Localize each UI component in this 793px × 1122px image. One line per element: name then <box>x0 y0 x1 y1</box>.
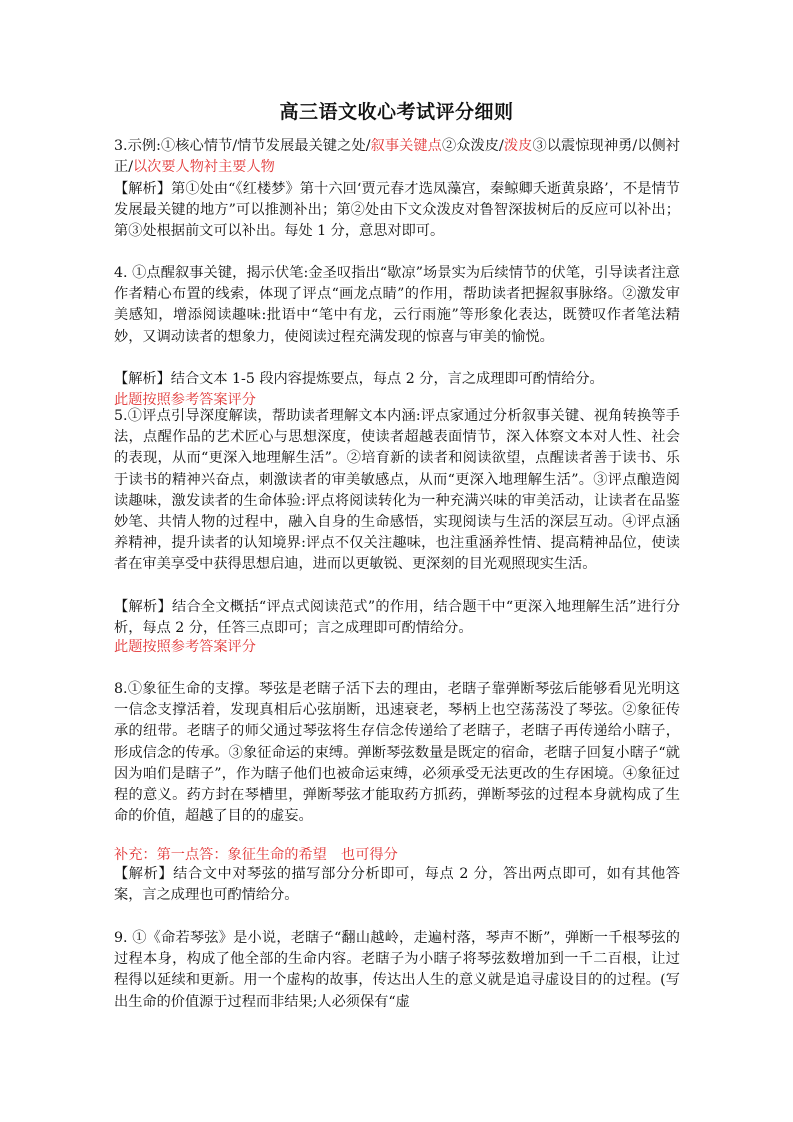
q4-note: 此题按照参考答案评分 <box>114 392 256 408</box>
q3-answer-a: 3.示例:①核心情节/情节发展最关键之处/ <box>114 138 371 154</box>
q3-answer-c: ③以震惊现神勇/以侧衬正/ <box>114 138 680 176</box>
q8-answer: 8.①象征生命的支撑。琴弦是老瞎子活下去的理由，老瞎子靠弹断琴弦后能够看见光明这一信念支撑活着，发现真相后心弦崩断，迅速衰老，琴柄上也空荡荡没了琴弦。②象征传承的纽带。老瞎子的师父通过琴弦将生存信念传递给了老瞎子，老瞎子再传递给小瞎子，形成信念的传承。③象征命运的束缚。弹断琴弦数量是既定的宿命，老瞎子回复小瞎子“就因为咱们是瞎子”，作为瞎子他们也被命运束缚，必须承受无法更改的生存困境。④象征过程的意义。药方封在琴槽里，弹断琴弦才能取药方抓药，弹断琴弦的过程本身就构成了生命的价值，超越了目的的虚妄。 <box>114 681 680 825</box>
q5-analysis: 【解析】结合全文概括“评点式阅读范式”的作用，结合题干中“更深入地理解生活”进行分析，每点 2 分，任答三点即可；言之成理即可酌情给分。 <box>114 599 680 637</box>
q9-answer: 9. ①《命若琴弦》是小说，老瞎子“翻山越岭，走遍村落，琴声不断”，弹断一千根琴弦的过程本身，构成了他全部的生命内容。老瞎子为小瞎子将琴弦数增加到一千二百根，让过程得以延续和更新。用一个虚构的故事，传达出人生的意义就是追寻虚设目的的过程。(写出生命的价值源于过程而非结果;人必须保有“虚 <box>114 930 680 1010</box>
q5-note: 此题按照参考答案评分 <box>114 639 256 655</box>
q4-answer: 4. ①点醒叙事关键，揭示伏笔:金圣叹指出“歇凉”场景实为后续情节的伏笔，引导读者注意作者精心布置的线索，体现了评点“画龙点睛”的作用，帮助读者把握叙事脉络。②激发审美感知，增添阅读趣味:批语中“笔中有龙，云行雨施”等形象化表达，既赞叹作者笔法精妙，又调动读者的想象力，使阅读过程充满发现的惊喜与审美的愉悦。 <box>114 265 680 345</box>
q5-answer: 5.①评点引导深度解读，帮助读者理解文本内涵:评点家通过分析叙事关键、视角转换等手法，点醒作品的艺术匠心与思想深度，使读者超越表面情节，深入体察文本对人性、社会的表现，从而“更深入地理解生活”。②培育新的读者和阅读欲望，点醒读者善于读书、乐于读书的精神兴奋点，刺激读者的审美敏感点，从而“更深入地理解生活”。③评点酿造阅读趣味，激发读者的生命体验:评点将阅读转化为一种充满兴味的审美活动，让读者在品鉴妙笔、共情人物的过程中，融入自身的生命感悟，实现阅读与生活的深层互动。④评点涵养精神，提升读者的认知境界:评点不仅关注趣味，也注重涵养性情、提高精神品位，使读者在审美享受中获得思想启迪，进而以更敏锐、更深刻的目光观照现实生活。 <box>114 408 680 573</box>
q3-answer-c-red: 以次要人物衬主要人物 <box>132 159 275 176</box>
q4-analysis: 【解析】结合文本 1-5 段内容提炼要点，每点 2 分，言之成理即可酌情给分。 <box>114 371 604 387</box>
q8-supplement: 补充：第一点答：象征生命的希望 也可得分 <box>114 847 398 863</box>
q3-analysis: 【解析】第①处由“《红楼梦》第十六回‘贾元春才选凤藻宫，秦鲸卿夭逝黄泉路’，不是情节发展最关键的地方”可以推测补出；第②处由下文众泼皮对鲁智深拔树后的反应可以补出；第③处根据前文可以补出。每处 1 分，意思对即可。 <box>114 181 680 240</box>
q3-answer-b: ②众泼皮/ <box>441 138 504 154</box>
q8-analysis: 【解析】结合文中对琴弦的描写部分分析即可，每点 2 分，答出两点即可，如有其他答案，言之成理也可酌情给分。 <box>114 866 680 904</box>
q3-answer-a-red: 叙事关键点 <box>370 138 442 154</box>
q3-answer <box>114 136 680 178</box>
q3-answer-b-red: 泼皮 <box>503 138 533 154</box>
page-title: 高三语文收心考试评分细则 <box>279 101 514 123</box>
